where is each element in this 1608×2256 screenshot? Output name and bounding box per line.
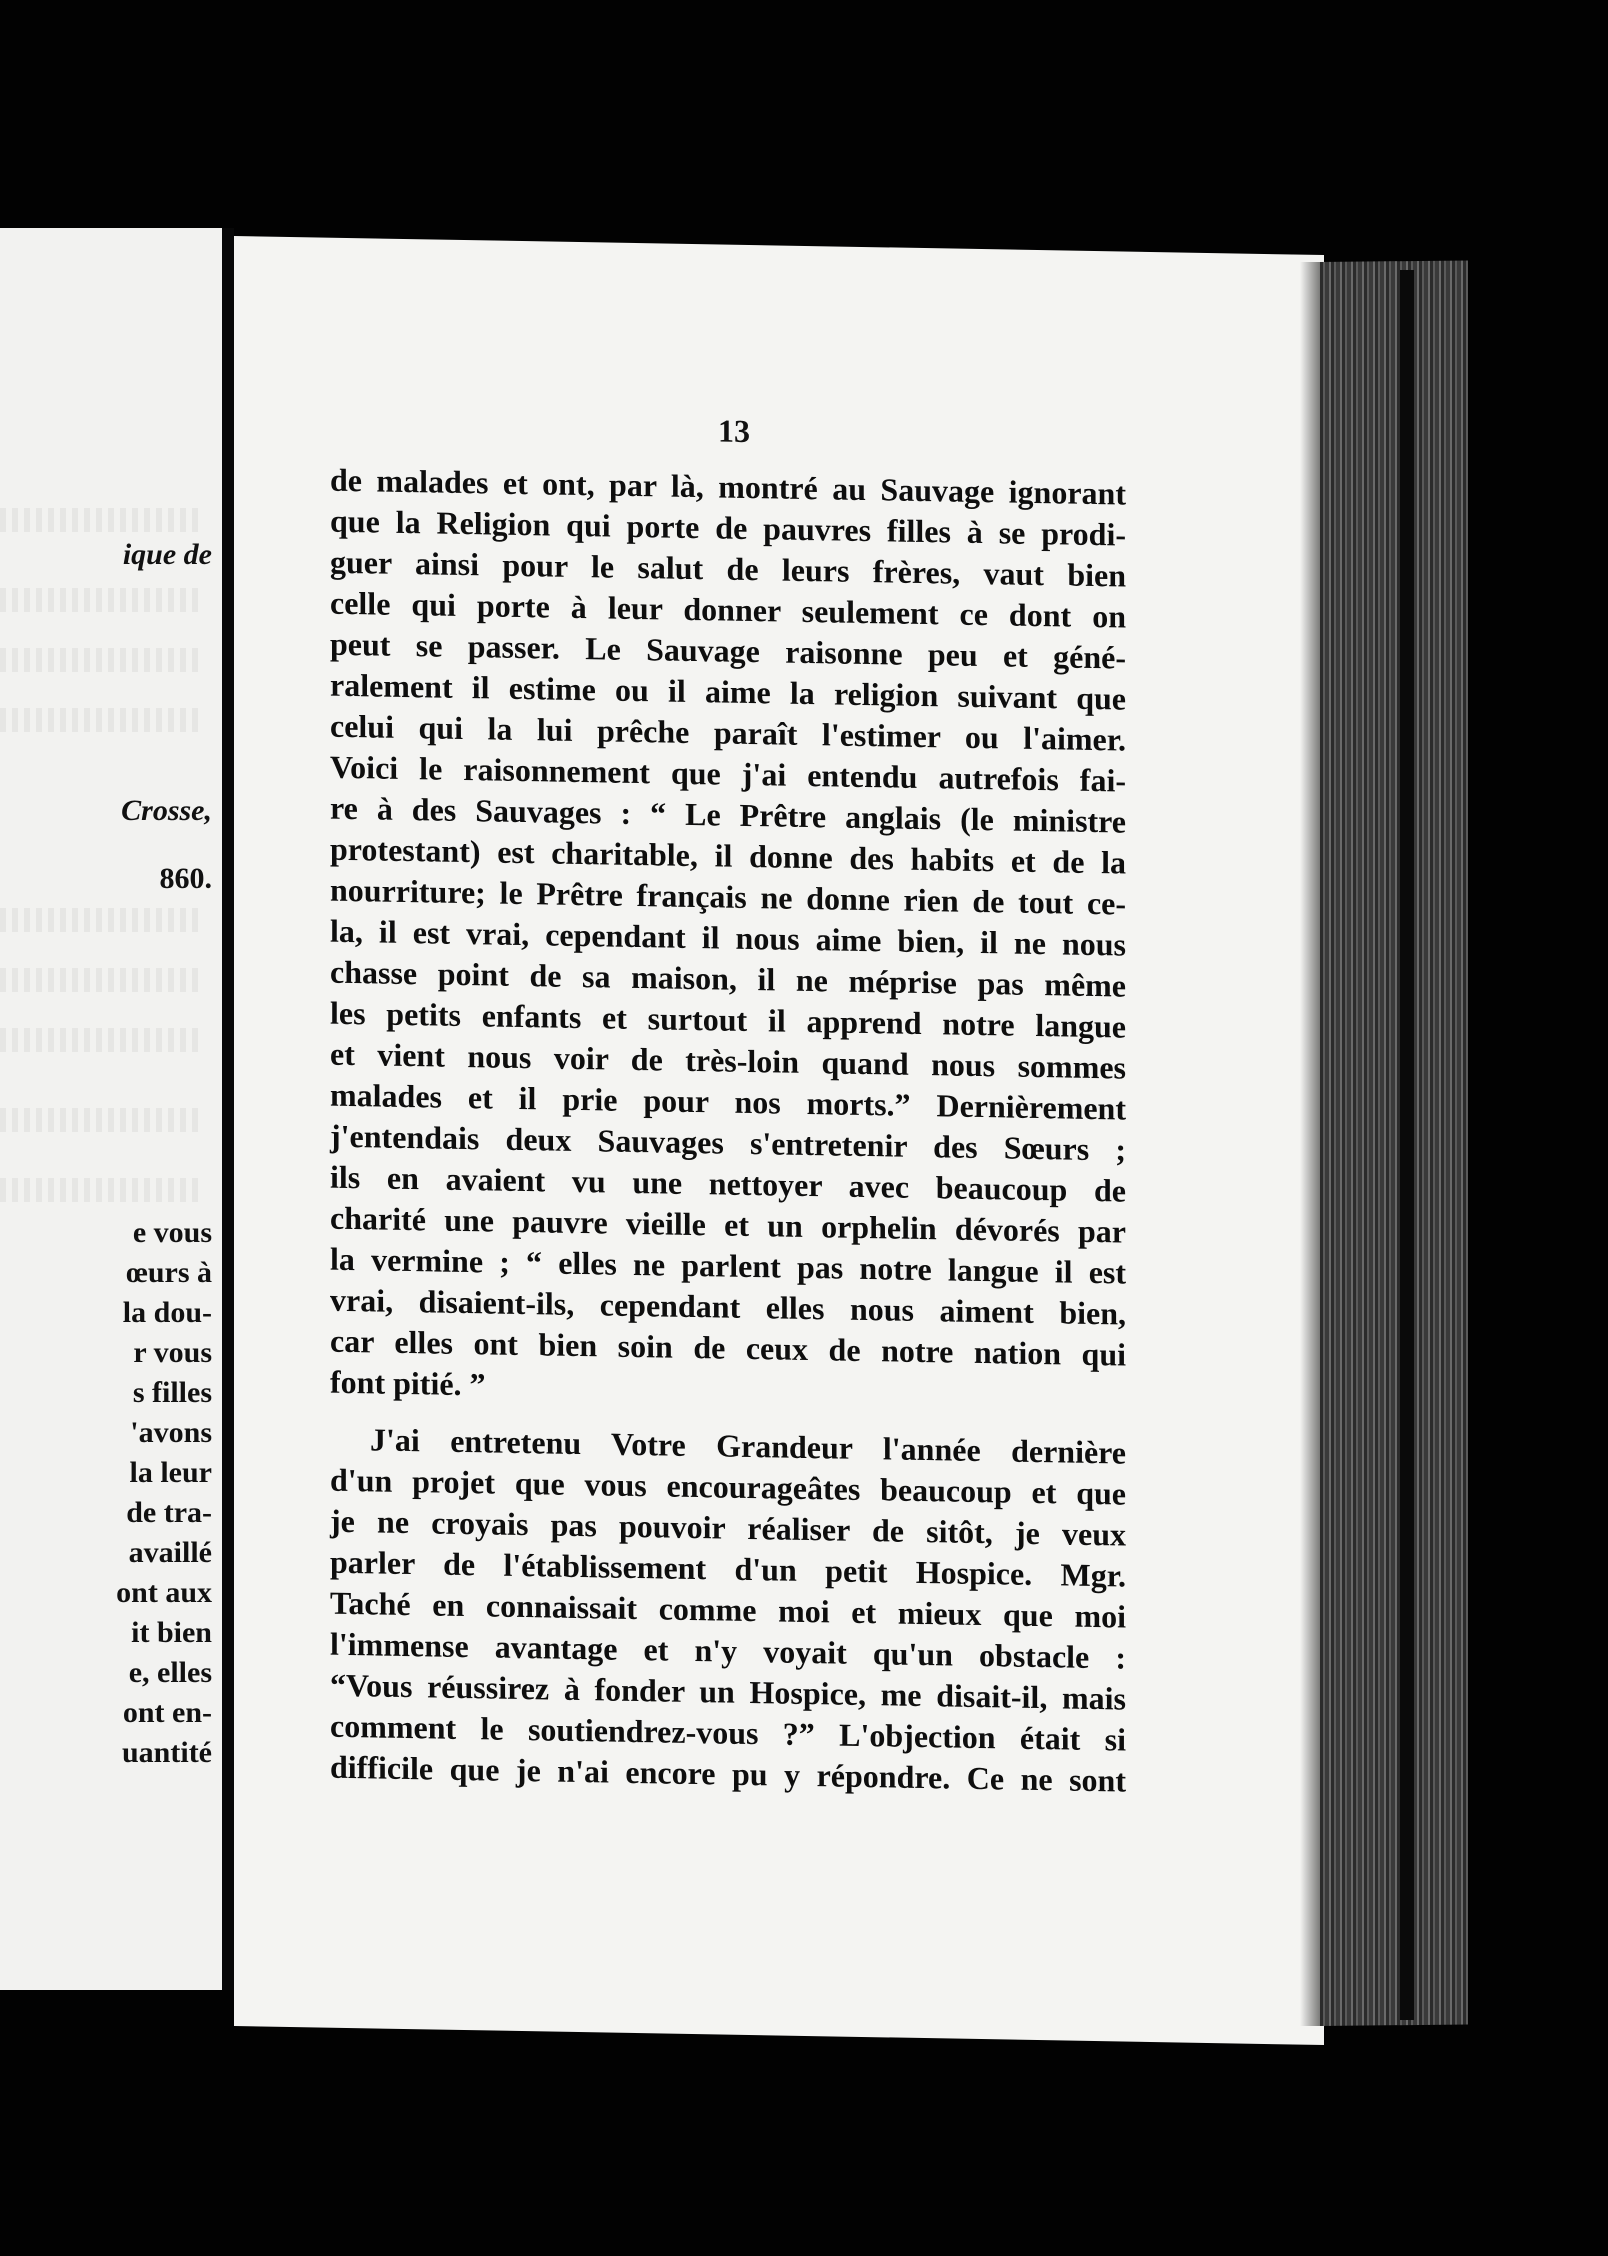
bleed-through [0, 968, 200, 992]
page-body-text [330, 460, 1126, 1802]
book-cover-edge [1400, 270, 1414, 2020]
text-line: et vient nous voir de très-loin quand nous sommes [330, 1035, 1126, 1086]
bleed-through [0, 648, 200, 672]
book-gutter [222, 228, 234, 1990]
left-page-line: ont aux [116, 1576, 212, 1609]
text-line: celle qui porte à leur donner seulement ce dont on [330, 584, 1126, 635]
left-page-line: Crosse, [121, 794, 212, 827]
right-page [234, 236, 1324, 2045]
text-line: les petits enfants et surtout il apprend notre langue [330, 994, 1126, 1045]
bleed-through [0, 1178, 200, 1202]
left-page-line: 'avons [130, 1416, 212, 1449]
text-line: malades et il prie pour nos morts.” Dernièrement [330, 1076, 1126, 1127]
text-line: peut se passer. Le Sauvage raisonne peu et géné- [330, 625, 1126, 676]
text-line: de malades et ont, par là, montré au Sauvage ignorant [330, 461, 1126, 512]
left-page-line: ique de [122, 538, 212, 571]
text-line: J'ai entretenu Votre Grandeur l'année dernière [370, 1421, 1126, 1471]
text-line: la vermine ; “ elles ne parlent pas notre langue il est [330, 1240, 1126, 1291]
text-line: ils en avaient vu une nettoyer avec beaucoup de [330, 1158, 1126, 1209]
left-page-line: la dou- [122, 1296, 212, 1329]
bleed-through [0, 908, 200, 932]
left-page-line: uantité [122, 1736, 212, 1769]
text-line: “Vous réussirez à fonder un Hospice, me disait-il, mais [330, 1666, 1126, 1717]
text-line: re à des Sauvages : “ Le Prêtre anglais (le ministre [330, 789, 1126, 840]
bleed-through [0, 708, 200, 732]
text-line: ralement il estime ou il aime la religion suivant que [330, 666, 1126, 717]
text-line: Voici le raisonnement que j'ai entendu autrefois fai- [330, 748, 1126, 799]
text-line: l'immense avantage et n'y voyait qu'un obstacle : [330, 1625, 1126, 1676]
text-line: comment le soutiendrez-vous ?” L'objection était si [330, 1707, 1126, 1758]
text-line: je ne croyais pas pouvoir réaliser de sitôt, je veux [330, 1502, 1126, 1553]
text-line: j'entendais deux Sauvages s'entretenir des Sœurs ; [330, 1117, 1126, 1168]
bleed-through [0, 508, 200, 532]
text-line: car elles ont bien soin de ceux de notre nation qui [330, 1322, 1126, 1373]
left-page-line: œurs à [126, 1256, 212, 1289]
text-line: nourriture; le Prêtre français ne donne rien de tout ce- [330, 871, 1126, 922]
left-page-line: r vous [133, 1336, 212, 1369]
page-edge-shadow [1300, 262, 1322, 2026]
left-page-line: it bien [131, 1616, 212, 1649]
text-line: que la Religion qui porte de pauvres filles à se prodi- [330, 502, 1126, 553]
page-number: 13 [718, 412, 750, 450]
book-page-edges [1320, 260, 1468, 2026]
text-line: guer ainsi pour le salut de leurs frères, vaut bien [330, 543, 1126, 594]
left-page-line: la leur [129, 1456, 212, 1489]
text-line: vrai, disaient-ils, cependant elles nous aiment bien, [330, 1281, 1126, 1332]
text-line: charité une pauvre vieille et un orphelin dévorés par [330, 1199, 1126, 1250]
bleed-through [0, 588, 200, 612]
text-line: difficile que je n'ai encore pu y répondre. Ce ne sont [330, 1748, 1126, 1799]
text-line: celui qui la lui prêche paraît l'estimer ou l'aimer. [330, 707, 1126, 758]
bleed-through [0, 1028, 200, 1052]
left-page-line: s filles [132, 1376, 212, 1409]
text-line: chasse point de sa maison, il ne méprise pas même [330, 953, 1126, 1004]
left-page [0, 228, 222, 1990]
left-page-line: 860. [159, 862, 212, 895]
left-page-line: de tra- [126, 1496, 212, 1529]
left-page-line: availlé [128, 1536, 212, 1569]
bleed-through [0, 1108, 200, 1132]
left-page-line: ont en- [122, 1696, 212, 1729]
left-page-line: e vous [132, 1216, 212, 1249]
text-line: protestant) est charitable, il donne des habits et de la [330, 830, 1126, 881]
text-line: font pitié. ” [330, 1363, 486, 1403]
text-line: la, il est vrai, cependant il nous aime bien, il ne nous [330, 912, 1126, 963]
text-line: parler de l'établissement d'un petit Hospice. Mgr. [330, 1543, 1126, 1594]
text-line: Taché en connaissait comme moi et mieux que moi [330, 1584, 1126, 1635]
text-line: d'un projet que vous encourageâtes beaucoup et que [330, 1461, 1126, 1512]
left-page-line: e, elles [128, 1656, 212, 1689]
